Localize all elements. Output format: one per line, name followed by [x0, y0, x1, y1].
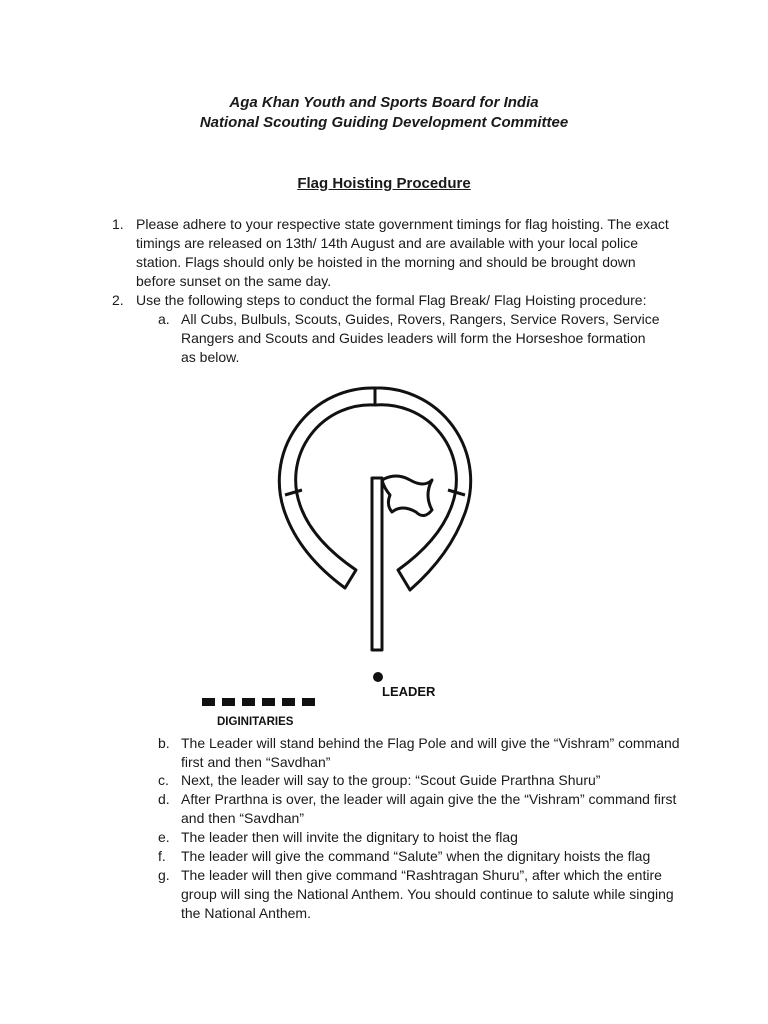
dignitaries-row [202, 698, 315, 706]
document-title: Flag Hoisting Procedure [297, 175, 471, 192]
flag-pole [372, 478, 382, 650]
organization-name: Aga Khan Youth and Sports Board for India [229, 94, 539, 111]
item-2-text: Use the following steps to conduct the formal Flag Break/ Flag Hoisting procedure: [136, 292, 647, 308]
committee-name: National Scouting Guiding Development Committee [199, 114, 569, 131]
subitem-a-marker: a. [158, 311, 170, 327]
leader-label: LEADER [382, 684, 436, 699]
subitem-d-marker: d. [158, 791, 170, 807]
dignitary-mark [202, 698, 215, 706]
subitem-b-text: The Leader will stand behind the Flag Pole and will give the “Vishram” command first and then “Savdhan” [181, 735, 680, 770]
subitem-g-text: The leader will then give command “Rashtragan Shuru”, after which the entire group will sing the National Anthem. You should continue to salute while singing the National Anthem. [181, 867, 674, 921]
horseshoe-formation-diagram [190, 370, 480, 732]
item-2-marker: 2. [112, 292, 124, 308]
subitem-d-text: After Prarthna is over, the leader will again give the the “Vishram” command first and then “Savdhan” [181, 791, 677, 826]
subitem-a-text: All Cubs, Bulbuls, Scouts, Guides, Rovers, Rangers, Service Rovers, Service Rangers and Scouts and Guides leaders will form the Horseshoe formation as below. [181, 311, 660, 365]
subitem-b-marker: b. [158, 735, 170, 751]
dignitary-mark [242, 698, 255, 706]
dignitary-mark [262, 698, 275, 706]
horseshoe-left-arm [279, 388, 375, 588]
dignitary-mark [282, 698, 295, 706]
dignitary-mark [302, 698, 315, 706]
subitem-f-text: The leader will give the command “Salute” when the dignitary hoists the flag [181, 848, 651, 864]
subitem-g-marker: g. [158, 867, 170, 883]
subitem-c-text: Next, the leader will say to the group: “Scout Guide Prarthna Shuru” [181, 772, 601, 788]
subitem-e-marker: e. [158, 829, 170, 845]
dignitaries-label: DIGINITARIES [217, 716, 294, 728]
item-1-marker: 1. [112, 216, 124, 232]
horseshoe-left-gap [285, 490, 302, 495]
subitem-f-marker: f. [158, 848, 166, 864]
dignitary-mark [222, 698, 235, 706]
leader-marker [373, 672, 383, 682]
subitem-e-text: The leader then will invite the dignitary to hoist the flag [181, 829, 518, 845]
subitem-c-marker: c. [158, 772, 169, 788]
item-1-text: Please adhere to your respective state government timings for flag hoisting. The exact timings are released on 13th/ 14th August and are available with your local police station. Flags should only be hoisted in the morning and should be brought down before sunset on the same day. [136, 216, 669, 289]
horseshoe-right-arm [375, 388, 471, 590]
flag [382, 476, 432, 516]
